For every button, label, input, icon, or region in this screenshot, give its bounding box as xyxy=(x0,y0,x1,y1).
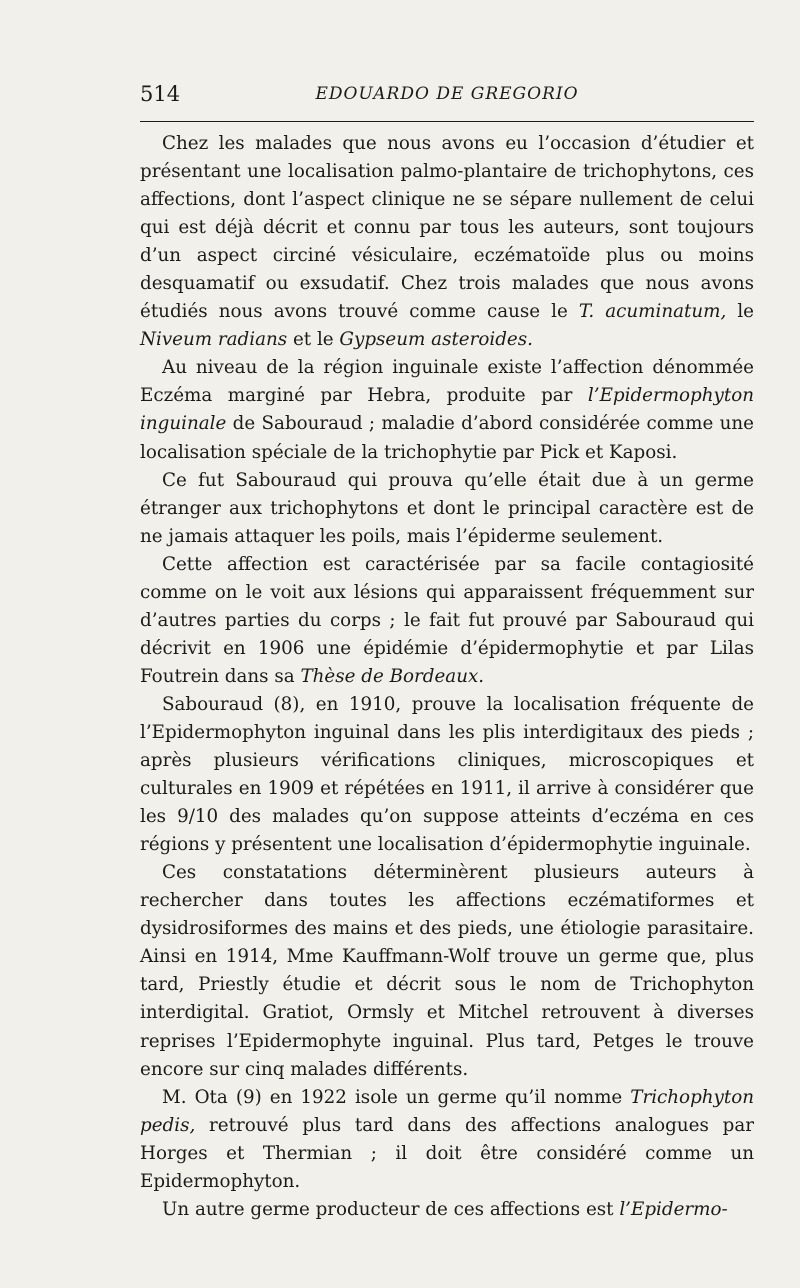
paragraph: Au niveau de la région inguinale existe l’affection dénommée Eczéma marginé par Hebra, produite par l’Epidermophyton inguinale de Sabouraud ; maladie d’abord considérée comme une localisation spéciale de la trichophytie par Pick et Kaposi. xyxy=(140,357,754,463)
paragraph: Un autre germe producteur de ces affections est l’Epidermo- xyxy=(162,1198,728,1220)
body-text xyxy=(140,130,754,1224)
running-head: EDOUARDO DE GREGORIO xyxy=(315,84,579,104)
page-number: 514 xyxy=(140,82,181,106)
paragraph: Cette affection est caractérisée par sa facile contagiosité comme on le voit aux lésions qui apparaissent fréquemment sur d’autres parties du corps ; le fait fut prouvé par Sabouraud qui décrivit en 1906 une épidémie d’épidermophytie et par Lilas Foutrein dans sa Thèse de Bordeaux. xyxy=(140,553,754,687)
paragraph: Ces constatations déterminèrent plusieurs auteurs à rechercher dans toutes les affections eczématiformes et dysidrosiformes des mains et des pieds, une étiologie parasitaire. Ainsi en 1914, Mme Kauffmann-Wolf trouve un germe que, plus tard, Priestly étudie et décrit sous le nom de Trichophyton interdigital. Gratiot, Ormsly et Mitchel retrouvent à diverses reprises l’Epidermophyte inguinal. Plus tard, Petges le trouve encore sur cinq malades différents. xyxy=(140,862,754,1080)
paragraph: Ce fut Sabouraud qui prouva qu’elle était due à un germe étranger aux trichophytons et dont le principal caractère est de ne jamais attaquer les poils, mais l’épiderme seulement. xyxy=(140,469,754,547)
paragraph: Sabouraud (8), en 1910, prouve la localisation fréquente de l’Epidermophyton inguinal dans les plis interdigitaux des pieds ; après plusieurs vérifications cliniques, microscopiques et culturales en 1909 et répétées en 1911, il arrive à considérer que les 9/10 des malades qu’on suppose atteints d’eczéma en ces régions y présentent une localisation d’épidermophytie inguinale. xyxy=(140,693,754,856)
page-header xyxy=(140,82,754,112)
header-rule xyxy=(140,121,754,122)
paragraph: Chez les malades que nous avons eu l’occasion d’étudier et présentant une localisation palmo-plantaire de trichophytons, ces affections, dont l’aspect clinique ne se sépare nullement de celui qui est déjà décrit et connu par tous les auteurs, sont toujours d’un aspect circiné vésiculaire, eczématoïde plus ou moins desquamatif ou exsudatif. Chez trois malades que nous avons étudiés nous avons trouvé comme cause le T. acuminatum, le Niveum radians et le Gypseum asteroides. xyxy=(140,133,754,351)
paragraph: M. Ota (9) en 1922 isole un germe qu’il nomme Trichophyton pedis, retrouvé plus tard dans des affections analogues par Horges et Thermian ; il doit être considéré comme un Epidermophyton. xyxy=(140,1086,754,1192)
